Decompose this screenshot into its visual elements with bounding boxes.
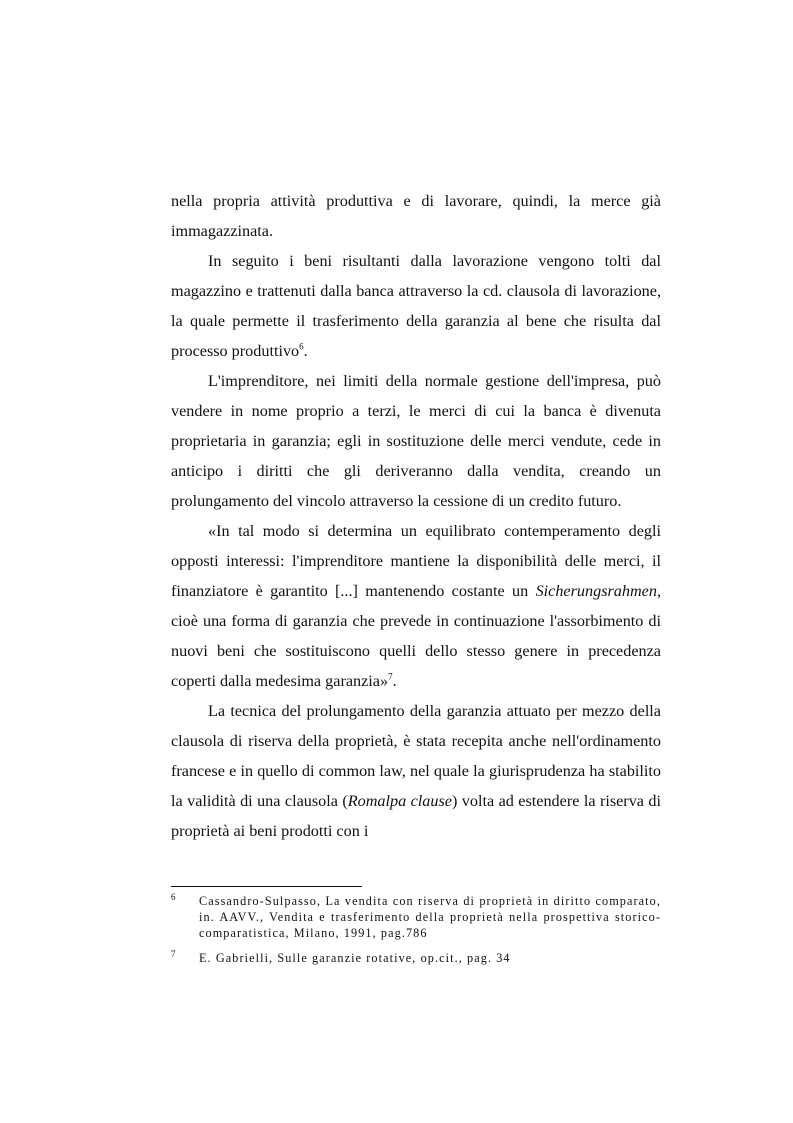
paragraph-2-end: . — [303, 342, 308, 360]
paragraph-5 — [171, 696, 661, 846]
paragraph-5-text-b: ) volta ad estendere la riserva di proprietà ai beni prodotti con i — [171, 792, 661, 840]
footnotes — [171, 893, 661, 975]
paragraph-4-italic-term: Sicherungsrahmen — [535, 582, 657, 600]
footnote-ref-7[interactable]: 7 — [388, 671, 393, 682]
footnote-separator — [171, 886, 362, 887]
paragraph-5-text-a: La tecnica del prolungamento della garanzia attuato per mezzo della clausola di riserva della proprietà, è stata recepita anche nell'ordinamento francese e in quello di common law, nel quale la giurisprudenza ha stabilito la validità di una clausola ( — [171, 702, 661, 810]
paragraph-4-end: . — [392, 672, 397, 690]
paragraph-3: L'imprenditore, nei limiti della normale gestione dell'impresa, può vendere in nome proprio a terzi, le merci di cui la banca è divenuta proprietaria in garanzia; egli in sostituzione delle merci vendute, cede in anticipo i diritti che gli deriveranno dalla vendita, creando un prolungamento del vincolo attraverso la cessione di un credito futuro. — [171, 372, 661, 510]
footnote-text: E. Gabrielli, Sulle garanzie rotative, op.cit., pag. 34 — [199, 951, 511, 965]
paragraph-1: nella propria attività produttiva e di lavorare, quindi, la merce già immagazzinata. — [171, 192, 661, 240]
paragraph-2 — [171, 246, 661, 366]
paragraph-4-text-b: , cioè una forma di garanzia che prevede in continuazione l'assorbimento di nuovi beni che sostituiscono quelli dello stesso genere in precedenza coperti dalla medesima garanzia» — [171, 582, 661, 690]
paragraph-2-text: In seguito i beni risultanti dalla lavorazione vengono tolti dal magazzino e trattenuti dalla banca attraverso la cd. clausola di lavorazione, la quale permette il trasferimento della garanzia al bene che risulta dal processo produttivo — [171, 252, 661, 360]
footnote-7 — [171, 950, 661, 966]
paragraph-4-text-a: «In tal modo si determina un equilibrato contemperamento degli opposti interessi: l'imprenditore mantiene la disponibilità delle merci, il finanziatore è garantito [...] mantenendo costante un — [171, 522, 661, 600]
footnote-ref-6[interactable]: 6 — [299, 341, 304, 352]
paragraph-4-quote — [171, 516, 661, 696]
paragraph-5-italic-term: Romalpa clause — [347, 792, 452, 810]
footnote-number: 6 — [171, 892, 176, 902]
footnote-text: Cassandro-Sulpasso, La vendita con riserva di proprietà in diritto comparato, in. AAVV., Vendita e trasferimento della proprietà nella prospettiva storico-comparatistica, Milano, 1991, pag.786 — [199, 894, 661, 940]
footnote-6 — [171, 893, 661, 941]
body-text — [171, 186, 661, 846]
footnote-number: 7 — [171, 949, 176, 959]
